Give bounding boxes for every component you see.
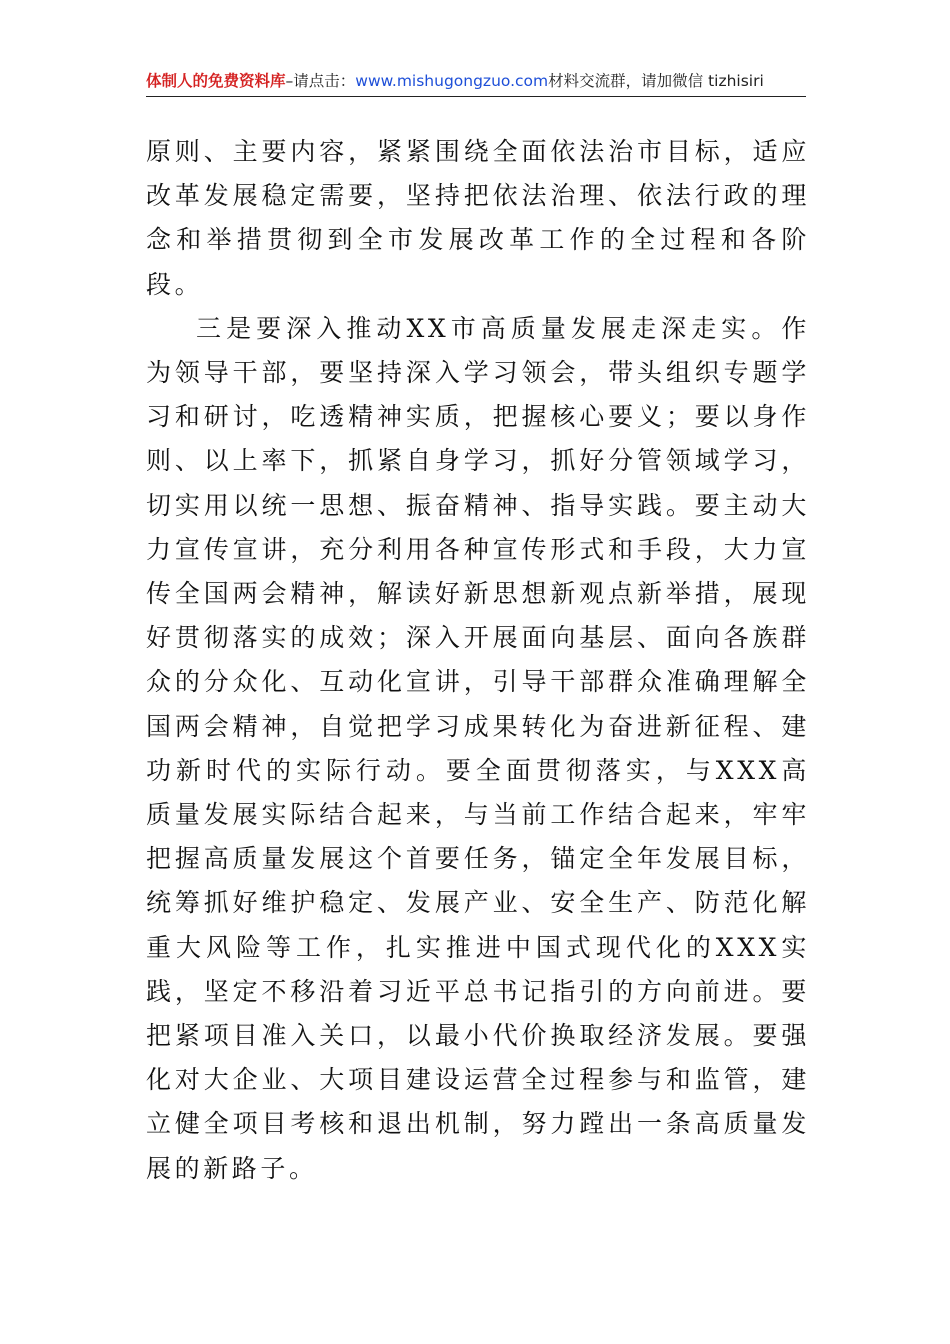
header-brand: 体制人的免费资料库	[146, 72, 286, 90]
header-url-link[interactable]: www.mishugongzuo.com	[355, 72, 549, 90]
document-body	[146, 130, 810, 1191]
paragraph-third-point: 三是要深入推动XX市高质量发展走深走实。作为领导干部，要坚持深入学习领会，带头组织专题学习和研讨，吃透精神实质，把握核心要义；要以身作则、以上率下，抓紧自身学习，抓好分管领域学习，切实用以统一思想、振奋精神、指导实践。要主动大力宣传宣讲，充分利用各种宣传形式和手段，大力宣传全国两会精神，解读好新思想新观点新举措，展现好贯彻落实的成效；深入开展面向基层、面向各族群众的分众化、互动化宣讲，引导干部群众准确理解全国两会精神，自觉把学习成果转化为奋进新征程、建功新时代的实际行动。要全面贯彻落实，与XXX高质量发展实际结合起来，与当前工作结合起来，牢牢把握高质量发展这个首要任务，锚定全年发展目标，统筹抓好维护稳定、发展产业、安全生产、防范化解重大风险等工作，扎实推进中国式现代化的XXX实践，坚定不移沿着习近平总书记指引的方向前进。要把紧项目准入关口，以最小代价换取经济发展。要强化对大企业、大项目建设运营全过程参与和监管，建立健全项目考核和退出机制，努力蹚出一条高质量发展的新路子。	[146, 313, 810, 1183]
page-header	[146, 68, 806, 97]
header-prompt: –请点击：	[285, 72, 356, 90]
paragraph-continuation: 原则、主要内容，紧紧围绕全面依法治市目标，适应改革发展稳定需要，坚持把依法治理、依法行政的理念和举措贯彻到全市发展改革工作的全过程和各阶段。	[146, 137, 810, 299]
header-suffix: 材料交流群，请加微信 tizhisiri	[548, 72, 764, 90]
